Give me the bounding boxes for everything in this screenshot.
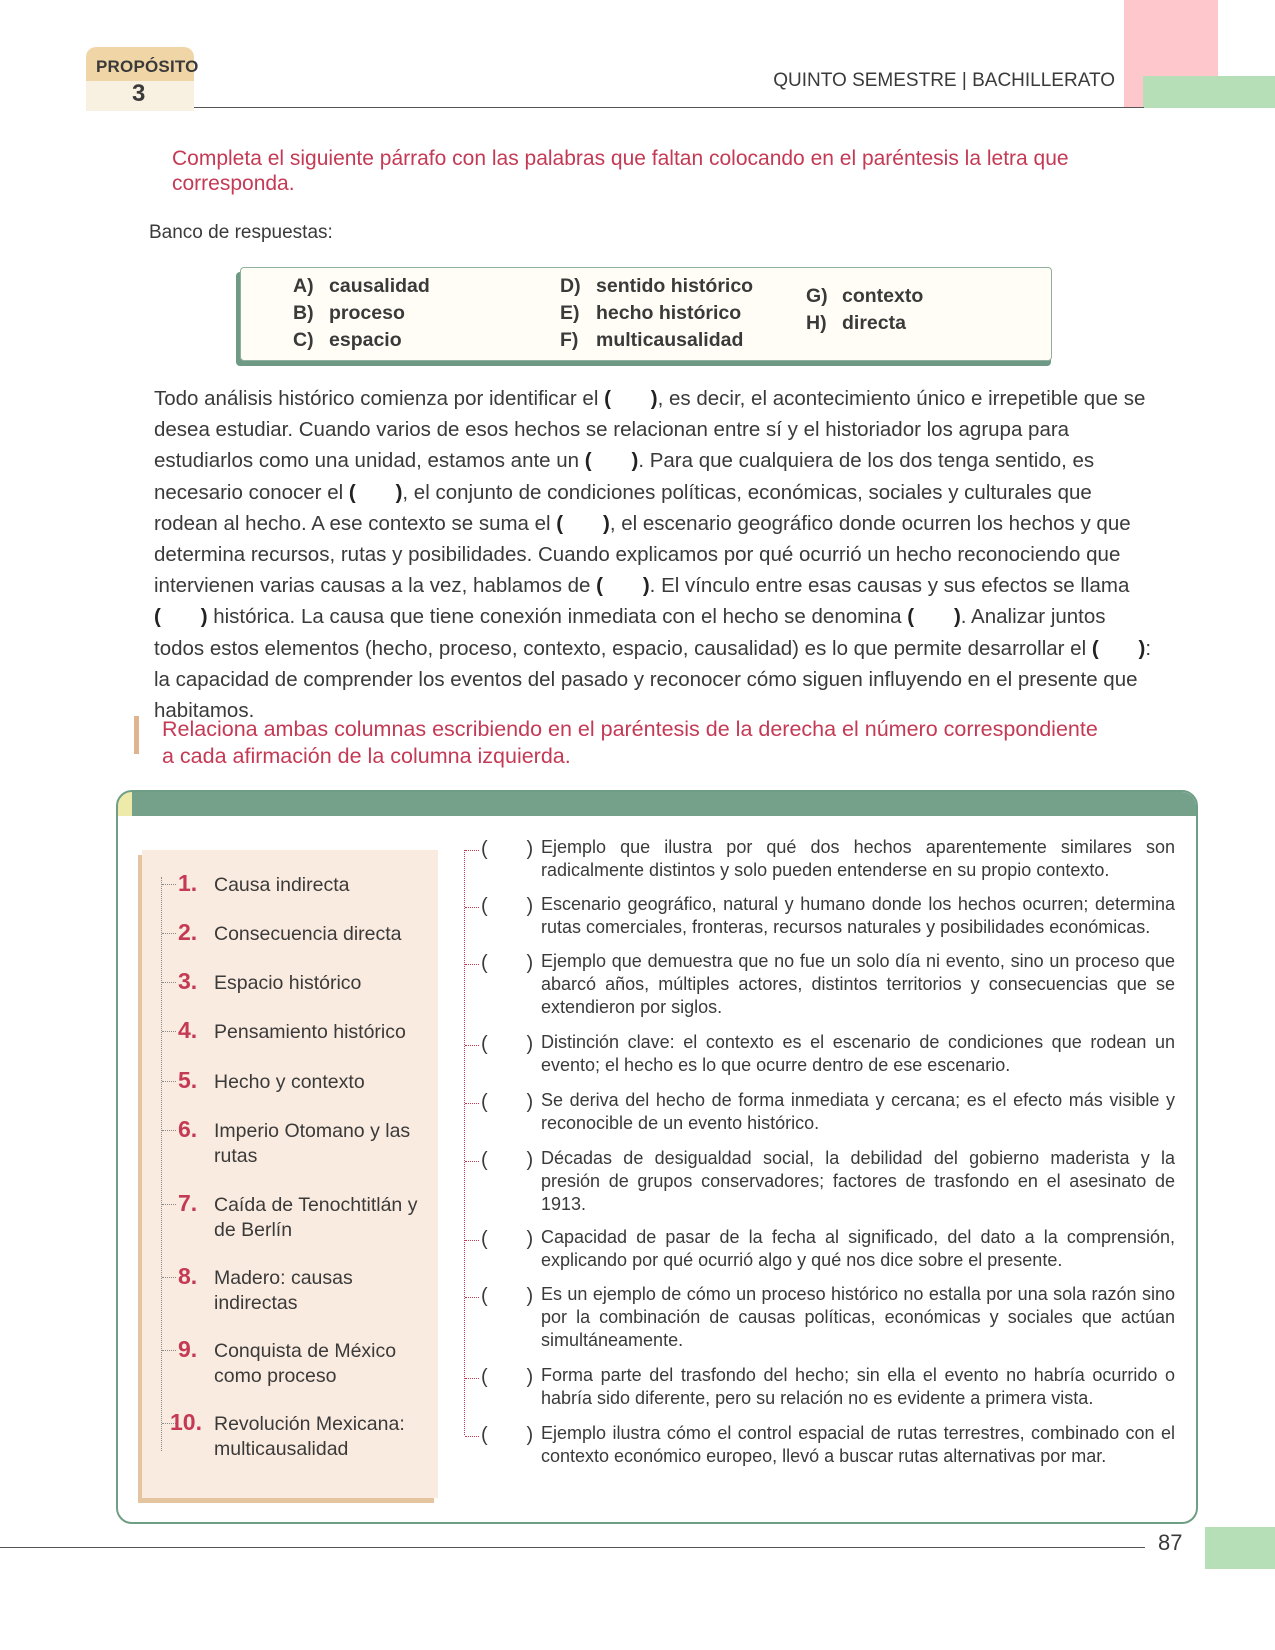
footer-divider	[0, 1547, 1145, 1548]
answer-parenthesis[interactable]: ( )	[481, 838, 534, 860]
answer-parenthesis[interactable]: ( )	[481, 1033, 534, 1055]
semester-label: QUINTO SEMESTRE | BACHILLERATO	[773, 70, 1115, 91]
paragraph-text: histórica. La causa que tiene conexión inmediata con el hecho se denomina	[207, 605, 908, 629]
page-number: 87	[1158, 1530, 1183, 1555]
section-marker	[134, 716, 139, 754]
right-item-text: Se deriva del hecho de forma inmediata y cercana; es el efecto más visible y reconocible de un evento histórico.	[541, 1090, 1175, 1133]
answer-blank[interactable]: ( )	[154, 605, 208, 629]
paragraph-text: , el conjunto de condiciones políticas, económicas, sociales y culturales que rodean al hecho. A ese contexto se suma el	[154, 480, 1092, 535]
answer-blank[interactable]: ( )	[604, 387, 658, 410]
answer-bank-title: Banco de respuestas:	[149, 222, 333, 243]
left-item-number: 10.	[170, 1409, 202, 1435]
right-item-text: Décadas de desigualdad social, la debilidad del gobierno maderista y la presión de grupos conservadores; factores de trasfondo en el asesinato de 1913.	[541, 1148, 1175, 1214]
left-item-text: Conquista de México como proceso	[214, 1340, 397, 1387]
left-item-number: 2.	[178, 919, 198, 945]
bank-item-d: D) sentido histórico	[560, 275, 754, 297]
answer-blank[interactable]: ( )	[1091, 636, 1146, 660]
left-item-number: 1.	[178, 870, 198, 896]
left-item-text: Consecuencia directa	[214, 923, 402, 945]
right-item-text: Es un ejemplo de cómo un proceso histórico no estalla por una sola razón sino por la combinación de causas políticas, económicas y sociales que actúan simultáneamente.	[541, 1284, 1175, 1350]
purpose-number: 3	[132, 80, 146, 107]
activity1-instruction: Completa el siguiente párrafo con las palabras que faltan colocando en el paréntesis la letra que corresponda.	[172, 147, 1069, 195]
right-item-text: Ejemplo ilustra cómo el control espacial de rutas terrestres, combinado con el contexto económico europeo, llevó a buscar rutas alternativas por mar.	[541, 1423, 1175, 1466]
left-item-text: Revolución Mexicana: multicausalidad	[214, 1413, 405, 1460]
paragraph-text: . El vínculo entre esas causas y sus efectos se llama	[649, 574, 1130, 598]
paragraph-text: , el escenario geográfico donde ocurren los hechos y que determina recursos, rutas y posibilidades. Cuando explicamos por qué ocurrió un hecho reconociendo que intervienen varias causas a la vez, hablamos de	[154, 511, 1131, 598]
matching-card-tab	[118, 792, 132, 816]
bank-item-c: C) espacio	[293, 329, 402, 351]
activity2-instruction: Relaciona ambas columnas escribiendo en el paréntesis de la derecha el número correspondiente a cada afirmación de la columna izquierda.	[162, 717, 1098, 768]
answer-blank[interactable]: ( )	[596, 574, 650, 598]
answer-parenthesis[interactable]: ( )	[481, 1228, 534, 1250]
bank-item-a: A) causalidad	[293, 275, 430, 297]
right-item-text: Forma parte del trasfondo del hecho; sin ella el evento no habría ocurrido o habría sido diferente, pero su relación no es evidente a primera vista.	[541, 1365, 1175, 1408]
left-item-text: Hecho y contexto	[214, 1071, 365, 1093]
bank-item-g: G) contexto	[806, 285, 924, 307]
left-item-number: 5.	[178, 1067, 198, 1093]
answer-blank[interactable]: ( )	[556, 511, 610, 535]
answer-parenthesis[interactable]: ( )	[481, 895, 534, 917]
answer-blank[interactable]: ( )	[348, 480, 403, 504]
answer-blank[interactable]: ( )	[907, 605, 961, 629]
left-item-text: Espacio histórico	[214, 972, 362, 994]
bank-item-b: B) proceso	[293, 302, 405, 324]
left-connector-line	[161, 877, 162, 1451]
left-item-number: 3.	[178, 968, 198, 994]
answer-parenthesis[interactable]: ( )	[481, 1366, 534, 1388]
right-item-text: Ejemplo que ilustra por qué dos hechos aparentemente similares son radicalmente distintos y solo pueden entenderse en su propio contexto.	[541, 837, 1175, 880]
bank-item-h: H) directa	[806, 312, 906, 334]
right-item-text: Distinción clave: el contexto es el escenario de condiciones que rodean un evento; el hecho es lo que ocurre dentro de ese escenario.	[541, 1032, 1175, 1075]
right-item-text: Escenario geográfico, natural y humano donde los hechos ocurren; determina rutas comerciales, fronteras, recursos naturales y posibilidades económicas.	[541, 894, 1175, 937]
answer-parenthesis[interactable]: ( )	[481, 1091, 534, 1113]
answer-parenthesis[interactable]: ( )	[481, 1285, 534, 1307]
matching-card-header	[118, 792, 1196, 816]
footer-decoration-green	[1205, 1527, 1275, 1569]
left-item-number: 6.	[178, 1116, 198, 1142]
left-item-text: Madero: causas indirectas	[214, 1267, 353, 1314]
purpose-tab	[86, 47, 199, 111]
left-item-text: Caída de Tenochtitlán y de Berlín	[214, 1194, 418, 1241]
left-item-text: Pensamiento histórico	[214, 1021, 406, 1043]
paragraph-text: , es decir, el acontecimiento único e irrepetible que se desea estudiar. Cuando varios de esos hechos se relacionan entre sí y el historiador los agrupa para estudiarlos como una unidad, estamos ante un	[154, 387, 1146, 473]
left-item-number: 9.	[178, 1336, 198, 1362]
fill-in-paragraph	[154, 383, 1154, 726]
left-item-text: Imperio Otomano y las rutas	[214, 1120, 411, 1167]
paragraph-text: . Para que cualquiera de los dos tenga sentido, es necesario conocer el	[154, 449, 1095, 504]
answer-parenthesis[interactable]: ( )	[481, 952, 534, 974]
header-decoration-green	[1143, 76, 1275, 108]
answer-parenthesis[interactable]: ( )	[481, 1424, 534, 1446]
bank-item-f: F) multicausalidad	[560, 329, 744, 351]
left-item-text: Causa indirecta	[214, 874, 350, 896]
purpose-label: PROPÓSITO	[96, 57, 199, 76]
left-column	[142, 850, 438, 1498]
right-item-text: Capacidad de pasar de la fecha al significado, del dato a la comprensión, explicando por qué ocurrió algo y qué nos dice sobre el presente.	[541, 1227, 1175, 1270]
answer-blank[interactable]: ( )	[584, 449, 639, 473]
paragraph-text: Todo análisis histórico comienza por identificar el	[154, 387, 605, 410]
right-connector-line	[464, 850, 465, 1435]
left-item-number: 4.	[178, 1017, 198, 1043]
left-item-number: 8.	[178, 1263, 198, 1289]
header-divider	[194, 107, 1144, 108]
paragraph-text: : la capacidad de comprender los eventos del pasado y reconocer cómo siguen influyendo en el presente que habitamos.	[154, 636, 1152, 723]
left-item-number: 7.	[178, 1190, 198, 1216]
paragraph-text: . Analizar juntos todos estos elementos (hecho, proceso, contexto, espacio, causalidad) es lo que permite desarrollar el	[154, 605, 1106, 660]
answer-parenthesis[interactable]: ( )	[481, 1149, 534, 1171]
bank-item-e: E) hecho histórico	[560, 302, 742, 324]
right-item-text: Ejemplo que demuestra que no fue un solo día ni evento, sino un proceso que abarcó años, múltiples actores, distintos territorios y consecuencias que se extendieron por siglos.	[541, 951, 1175, 1017]
answer-bank	[240, 267, 1052, 361]
